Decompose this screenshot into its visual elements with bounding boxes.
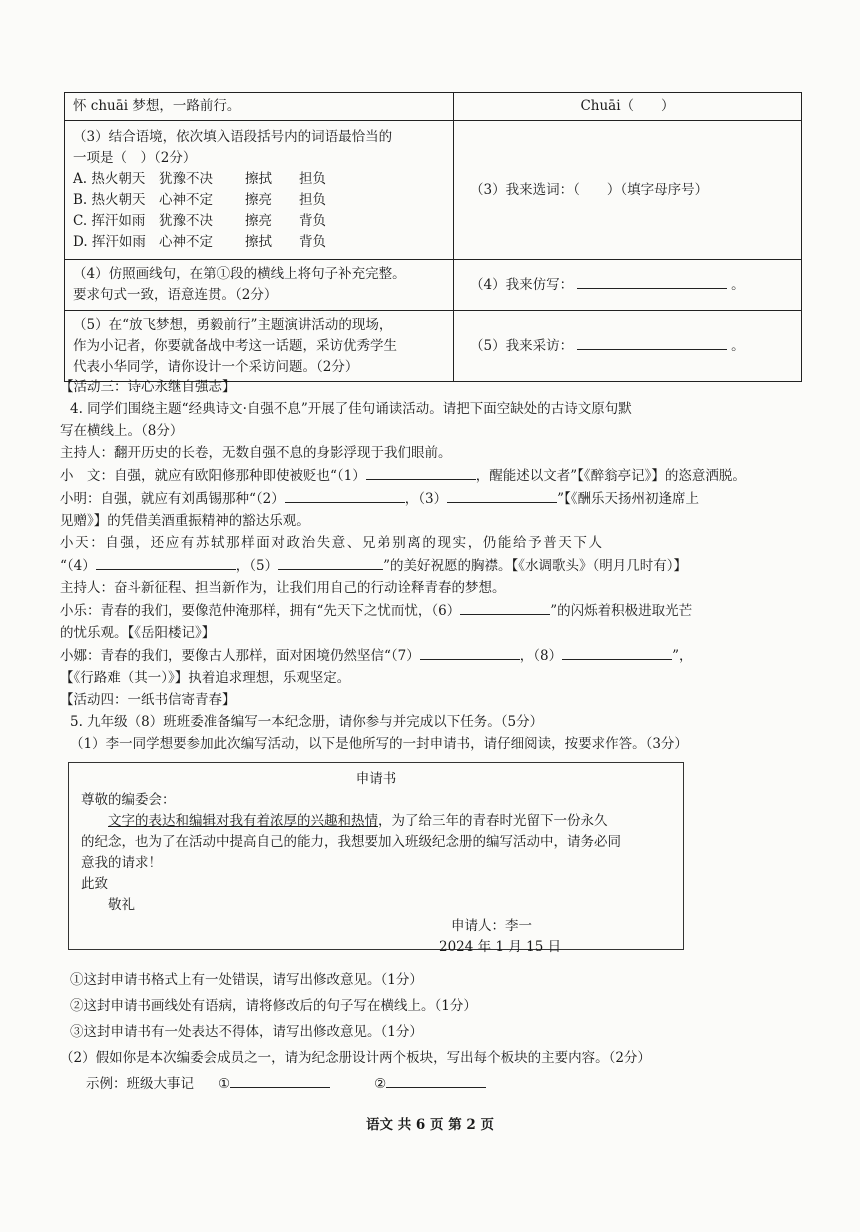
blank-2[interactable] bbox=[285, 487, 405, 503]
text-line: 的忧乐观。【《岳阳楼记》】 bbox=[60, 625, 216, 641]
page-footer: 语文 共 6 页 第 2 页 bbox=[366, 1117, 494, 1133]
option-a: A. 热火朝天 犹豫不决 擦拭 担负 bbox=[73, 171, 326, 187]
question-text: 5. 九年级（8）班班委准备编写一本纪念册，请你参与并完成以下任务。（5分） bbox=[70, 714, 544, 730]
letter-greeting: 尊敬的编委会： bbox=[81, 792, 176, 808]
question-text: （2）假如你是本次编委会成员之一，请为纪念册设计两个板块，写出每个板块的主要内容。（2分） bbox=[60, 1050, 651, 1066]
choice-answer-field[interactable]: （3）我来选词：（ ）（填字母序号） bbox=[470, 181, 709, 198]
letter-body: 文字的表达和编辑对我有着浓厚的兴趣和热情，为了给三年的青春时光留下一份永久 bbox=[108, 813, 608, 829]
question-text: 作为小记者，你要就备战中考这一话题，采访优秀学生 bbox=[73, 337, 397, 354]
task-section bbox=[60, 967, 800, 1097]
question-text: （3）结合语境，依次填入语段括号内的词语最恰当的 bbox=[73, 129, 393, 145]
text-line: 怀 chuāi 梦想，一路前行。 bbox=[73, 98, 241, 114]
table-cell bbox=[65, 311, 454, 382]
example-line: 示例：班级大事记 ① ② bbox=[60, 1071, 800, 1097]
underlined-sentence: 文字的表达和编辑对我有着浓厚的兴趣和热情 bbox=[108, 813, 378, 829]
text-line: 主持人：翻开历史的长卷，无数自强不息的身影浮现于我们眼前。 bbox=[60, 445, 452, 461]
table-cell bbox=[454, 121, 802, 260]
text-line: 见赠》】的凭借美酒重振精神的豁达乐观。 bbox=[60, 513, 310, 529]
text-line: 小娜：青春的我们，要像古人那样，面对困境仍然坚信“（7） ，（8） ”， bbox=[60, 644, 800, 667]
blank-5[interactable] bbox=[278, 554, 383, 570]
task-item: ③这封申请书有一处表达不得体，请写出修改意见。（1分） bbox=[70, 1024, 423, 1040]
letter-closing: 此致 bbox=[81, 876, 108, 892]
interview-answer-blank[interactable] bbox=[577, 335, 727, 350]
text-line: 主持人：奋斗新征程、担当新作为，让我们用自己的行动诠释青春的梦想。 bbox=[60, 580, 506, 596]
imitation-answer-blank[interactable] bbox=[577, 274, 727, 289]
blank-7[interactable] bbox=[420, 644, 520, 660]
question-text: 代表小华同学，请你设计一个采访问题。（2分） bbox=[73, 358, 359, 375]
blank-8[interactable] bbox=[562, 644, 672, 660]
blank-1[interactable] bbox=[366, 464, 476, 480]
answer-label: （5）我来采访： bbox=[470, 338, 574, 354]
letter-body: 的纪念，也为了在活动中提高自己的能力，我想要加入班级纪念册的编写活动中，请务必同 bbox=[81, 834, 621, 850]
letter-body: 意我的请求！ bbox=[81, 855, 162, 871]
table-cell bbox=[65, 93, 454, 121]
letter-signer: 申请人：李一 bbox=[451, 918, 532, 934]
application-letter bbox=[68, 762, 684, 955]
question-text: （1）李一同学想要参加此次编写活动，以下是他所写的一封申请书，请仔细阅读，按要求作答。（3分） bbox=[70, 736, 688, 752]
section-heading: 【活动三：诗心永继自强志】 bbox=[60, 379, 236, 395]
text-line: 小 文：自强，就应有欧阳修那种即使被贬也“（1） ，醒能述以文者”【《醉翁亭记》】的恣意洒脱。 bbox=[60, 464, 800, 487]
table-cell: （5）我来采访： 。 bbox=[454, 311, 802, 382]
text-line: 小天：自强，还应有苏轼那样面对政治失意、兄弟别离的现实，仍能给予普天下人 bbox=[60, 535, 604, 551]
answer-label: （4）我来仿写： bbox=[470, 277, 574, 293]
question-text: （5）在“放飞梦想，勇毅前行”主题演讲活动的现场， bbox=[73, 316, 393, 333]
option-c: C. 挥汗如雨 犹豫不决 擦亮 背负 bbox=[73, 213, 326, 229]
section-blank-2[interactable] bbox=[386, 1072, 486, 1088]
letter-date: 2024 年 1 月 15 日 bbox=[439, 939, 562, 955]
letter-closing: 敬礼 bbox=[108, 897, 135, 913]
poetry-section bbox=[60, 376, 800, 755]
section-blank-1[interactable] bbox=[230, 1072, 330, 1088]
blank-6[interactable] bbox=[460, 599, 550, 615]
table-cell bbox=[65, 260, 454, 311]
table-cell: （4）我来仿写： 。 bbox=[454, 260, 802, 311]
question-text: 写在横线上。（8分） bbox=[60, 423, 184, 439]
option-b: B. 热火朝天 心神不定 擦亮 担负 bbox=[73, 192, 326, 208]
task-item: ②这封申请书画线处有语病，请将修改后的句子写在横线上。（1分） bbox=[70, 998, 477, 1014]
text-line: “（4） ，（5） ”的美好祝愿的胸襟。【《水调歌头》（明月几时有）】 bbox=[60, 554, 800, 577]
question-table bbox=[64, 92, 802, 382]
question-text: 一项是（ ）（2分） bbox=[73, 150, 197, 166]
letter-title: 申请书 bbox=[355, 771, 397, 787]
table-cell bbox=[65, 121, 454, 260]
text-line: 【《行路难（其一）》】执着追求理想，乐观坚定。 bbox=[60, 670, 351, 686]
question-text: （4）仿照画线句，在第①段的横线上将句子补充完整。 bbox=[73, 266, 406, 282]
question-text: 4. 同学们围绕主题“经典诗文·自强不息”开展了佳句诵读活动。请把下面空缺处的古诗文原句默 bbox=[70, 401, 632, 417]
blank-3[interactable] bbox=[447, 487, 557, 503]
table-cell bbox=[454, 93, 802, 121]
pinyin-answer-field[interactable]: Chuāi（ ） bbox=[580, 98, 675, 114]
question-text: 要求句式一致，语意连贯。（2分） bbox=[73, 287, 278, 303]
text-line: 小乐：青春的我们，要像范仲淹那样，拥有“先天下之忧而忧，（6） ”的闪烁着积极进取光芒 bbox=[60, 599, 800, 622]
option-d: D. 挥汗如雨 心神不定 擦拭 背负 bbox=[73, 234, 326, 250]
task-item: ①这封申请书格式上有一处错误，请写出修改意见。（1分） bbox=[70, 972, 423, 988]
blank-4[interactable] bbox=[96, 554, 236, 570]
section-heading: 【活动四：一纸书信寄青春】 bbox=[60, 692, 236, 708]
text-line: 小明：自强，就应有刘禹锡那种“（2） ，（3） ”【《酬乐天扬州初逢席上 bbox=[60, 487, 800, 510]
